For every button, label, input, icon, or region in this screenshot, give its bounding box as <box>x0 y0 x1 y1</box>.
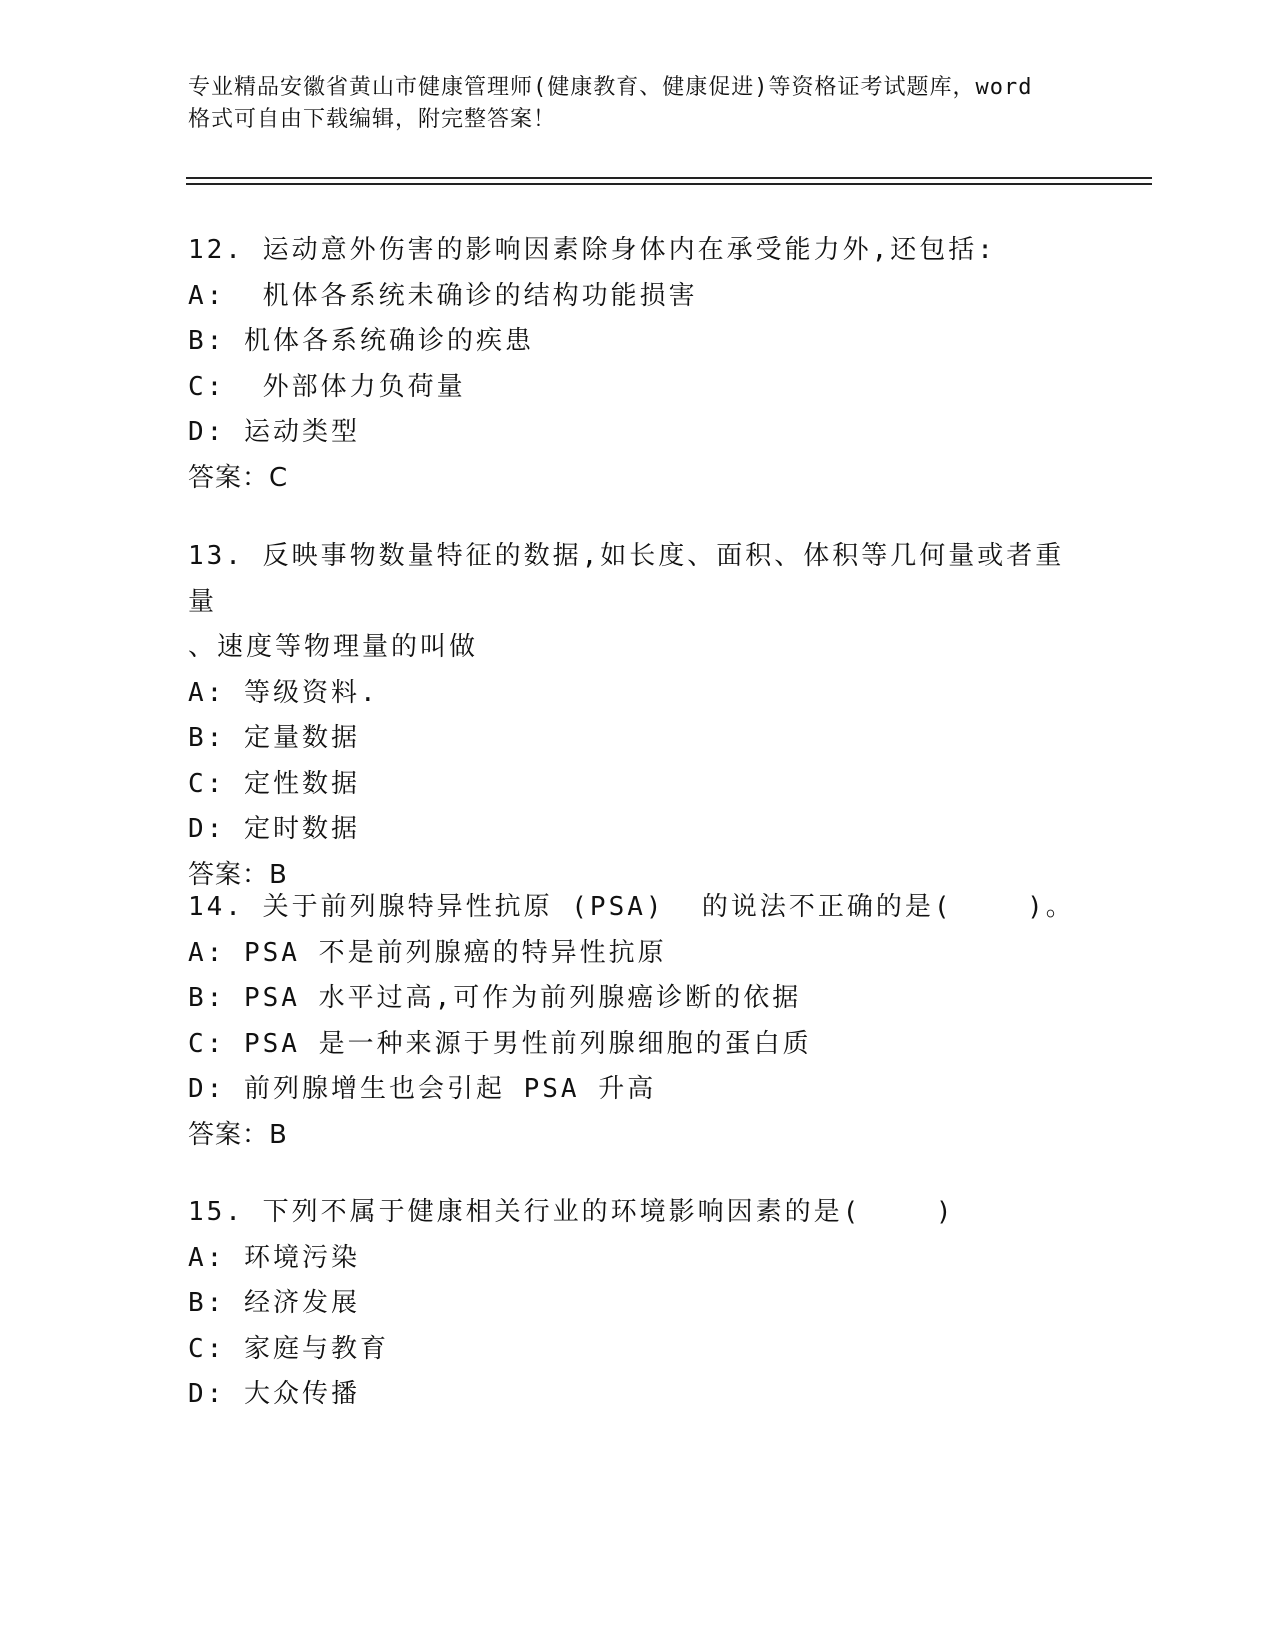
answer-label: 答案： <box>188 462 270 493</box>
header-divider-top <box>186 177 1152 179</box>
header-line-1: 专业精品安徽省黄山市健康管理师(健康教育、健康促进)等资格证考试题库，word <box>188 75 1033 100</box>
option-a: A: PSA 不是前列腺癌的特异性抗原 <box>188 937 667 968</box>
header-line-2: 格式可自由下载编辑，附完整答案！ <box>188 107 557 132</box>
option-b: B: 经济发展 <box>188 1288 360 1318</box>
answer-line <box>188 456 1088 502</box>
answer-label: 答案： <box>188 859 270 890</box>
answer-line <box>188 1113 1088 1159</box>
option-c: C: 家庭与教育 <box>188 1333 389 1364</box>
question-stem: 15. 下列不属于健康相关行业的环境影响因素的是( ) <box>188 1197 955 1227</box>
question-stem-continued: 、速度等物理量的叫做 <box>188 632 479 662</box>
answer-value: B <box>269 1119 288 1150</box>
option-d: D: 前列腺增生也会引起 PSA 升高 <box>188 1074 657 1104</box>
question-14 <box>188 885 1088 1158</box>
question-stem: 12. 运动意外伤害的影响因素除身体内在承受能力外,还包括: <box>188 235 996 265</box>
option-d: D: 大众传播 <box>188 1379 360 1409</box>
option-a: A: 环境污染 <box>188 1242 360 1273</box>
option-b: B: 机体各系统确诊的疾患 <box>188 326 534 356</box>
question-12 <box>188 228 1088 501</box>
question-stem: 13. 反映事物数量特征的数据,如长度、面积、体积等几何量或者重量 <box>188 541 1065 617</box>
question-13 <box>188 534 1088 898</box>
question-15 <box>188 1190 1088 1418</box>
question-stem: 14. 关于前列腺特异性抗原 (PSA) 的说法不正确的是( )。 <box>188 892 1075 922</box>
option-d: D: 定时数据 <box>188 814 360 844</box>
option-b: B: 定量数据 <box>188 723 360 753</box>
header-divider-bottom <box>186 183 1152 185</box>
option-b: B: PSA 水平过高,可作为前列腺癌诊断的依据 <box>188 983 802 1013</box>
option-c: C: 定性数据 <box>188 768 360 799</box>
answer-label: 答案： <box>188 1119 270 1150</box>
document-header <box>188 72 1088 136</box>
option-c: C: PSA 是一种来源于男性前列腺细胞的蛋白质 <box>188 1028 812 1059</box>
answer-value: C <box>269 462 289 493</box>
option-d: D: 运动类型 <box>188 417 360 447</box>
answer-value: B <box>269 859 288 890</box>
option-c: C: 外部体力负荷量 <box>188 371 466 402</box>
option-a: A: 机体各系统未确诊的结构功能损害 <box>188 280 698 311</box>
option-a: A: 等级资料. <box>188 677 379 708</box>
